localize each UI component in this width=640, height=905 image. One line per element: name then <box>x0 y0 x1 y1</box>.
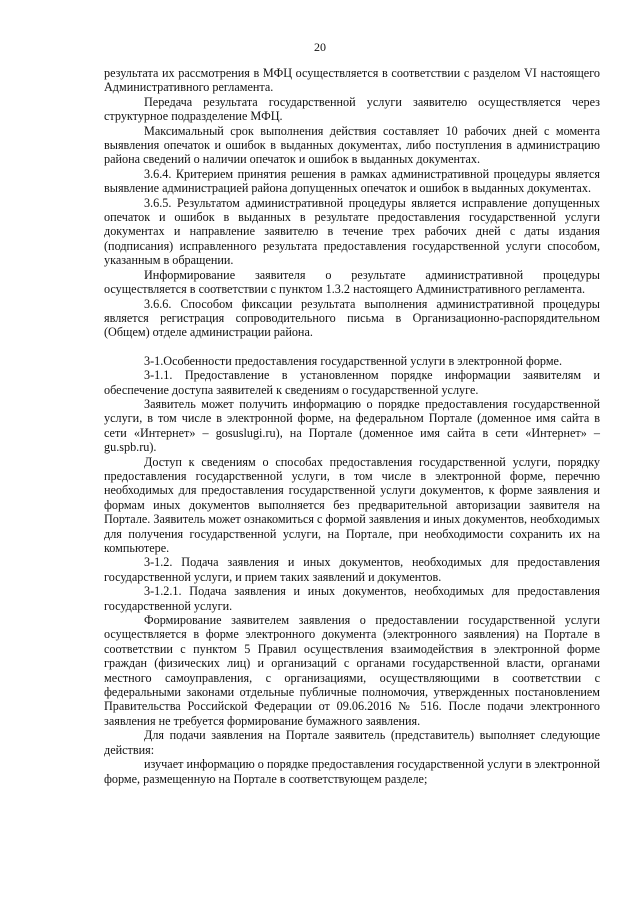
paragraph-3-6-4: 3.6.4. Критерием принятия решения в рамках административной процедуры является выявление администрацией района допущенных опечаток и ошибок в выданных документах. <box>104 166 600 196</box>
document-body <box>104 66 600 786</box>
paragraph-transfer-result: Передача результата государственной услуги заявителю осуществляется через структурное подразделение МФЦ. <box>104 94 600 124</box>
page-number: 20 <box>314 40 326 54</box>
paragraph-studies-info: изучает информацию о порядке предоставления государственной услуги в электронной форме, размещенную на Портале в соответствующем разделе; <box>104 757 600 786</box>
paragraph-forming-application: Формирование заявителем заявления о предоставлении государственной услуги осуществляется в форме электронного документа (электронного заявления) на Портале в соответствии с пунктом 5 Правил осуществления взаимодействия в электронной форме граждан (физических лиц) и организаций с органами государственной власти, органами местного самоуправления, с организациями, осуществляющими в соответствии с федеральными законами отдельные публичные полномочия, утвержденных постановлением Правительства Российской Федерации от 09.06.2016 № 516. После подачи электронного заявления не требуется формирование бумажного заявления. <box>104 613 600 728</box>
paragraph-3-1-2-1: 3-1.2.1. Подача заявления и иных документов, необходимых для предоставления государственной услуги. <box>104 584 600 613</box>
paragraph-3-1-1: 3-1.1. Предоставление в установленном порядке информации заявителям и обеспечение доступа заявителей к сведениям о государственной услуге. <box>104 368 600 397</box>
paragraph-3-6-5: 3.6.5. Результатом административной процедуры является исправление допущенных опечаток и ошибок в выданных в результате предоставления государственной услуги документах и направление заявителю в течение трех рабочих дней с даты издания (подписания) исправленного результата предоставления государственной услуги способом, указанным в обращении. <box>104 195 600 268</box>
paragraph-result-mfc: результата их рассмотрения в МФЦ осуществляется в соответствии с разделом VI настоящего Административного регламента. <box>104 66 600 95</box>
paragraph-informing: Информирование заявителя о результате административной процедуры осуществляется в соответствии с пунктом 1.3.2 настоящего Административного регламента. <box>104 267 600 297</box>
section-heading-3-1: 3-1.Особенности предоставления государственной услуги в электронной форме. <box>144 353 562 368</box>
paragraph-portal-actions: Для подачи заявления на Портале заявитель (представитель) выполняет следующие действия: <box>104 728 600 757</box>
section-spacer <box>104 340 600 354</box>
paragraph-applicant-info: Заявитель может получить информацию о порядке предоставления государственной услуги, в том числе в электронной форме, на федеральном Портале (доменное имя сайта в сети «Интернет» – gosuslugi.ru), на Портале (доменное имя сайта в сети «Интернет» – gu.spb.ru). <box>104 396 600 455</box>
paragraph-access-info: Доступ к сведениям о способах предоставления государственной услуги, порядку предоставления государственной услуги, в том числе в электронной форме, перечню необходимых для предоставления государственной услуги документов, к форме заявления и формам иных документов выполняется без предварительной авторизации заявителя на Портале. Заявитель может ознакомиться с формой заявления и иных документов, необходимых для получения государственной услуги, на Портале, при необходимости сохранить их на компьютере. <box>104 454 600 555</box>
paragraph-max-term: Максимальный срок выполнения действия составляет 10 рабочих дней с момента выявления опечаток и ошибок в выданных документах, либо поступления в администрацию района сведений о наличии опечаток и ошибок в выданных документах. <box>104 123 600 167</box>
paragraph-3-6-6: 3.6.6. Способом фиксации результата выполнения административной процедуры является регистрация сопроводительного письма в Организационно-распорядительном (Общем) отделе администрации района. <box>104 296 600 340</box>
paragraph-3-1-2: 3-1.2. Подача заявления и иных документов, необходимых для предоставления государственной услуги, и прием таких заявлений и документов. <box>104 555 600 584</box>
